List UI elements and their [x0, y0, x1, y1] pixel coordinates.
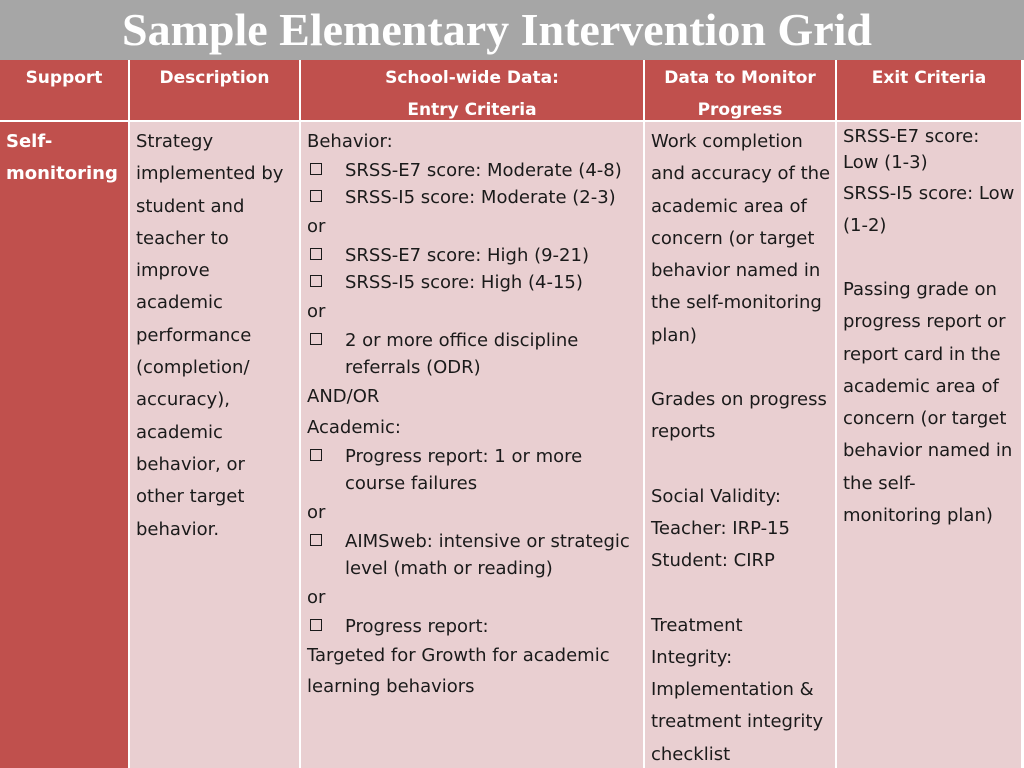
text-line: Strategy	[136, 131, 214, 152]
checkbox-label: AIMSweb: intensive or strategic	[345, 531, 630, 552]
description-cell	[130, 122, 299, 768]
column-support	[0, 60, 128, 768]
header-monitor-line1: Data to Monitor	[664, 68, 816, 88]
text-line: (completion/	[136, 357, 250, 379]
text-line: Implementation &	[651, 679, 814, 701]
checkbox-icon[interactable]	[310, 449, 322, 461]
text-line: Grades on progress	[651, 389, 827, 411]
support-label-line1: Self-	[6, 131, 53, 152]
text-line: treatment integrity	[651, 711, 824, 733]
text-line: behavior.	[136, 518, 220, 540]
checkbox-item	[307, 613, 643, 640]
column-divider	[835, 60, 837, 768]
academic-label: Academic:	[307, 417, 401, 438]
targeted-line1: Targeted for Growth for academic	[307, 645, 610, 666]
exit-line: SRSS-I5 score: Low	[843, 183, 1015, 204]
support-label-line2: monitoring	[6, 163, 118, 184]
monitor-lines	[651, 126, 835, 768]
text-line: checklist	[651, 743, 731, 765]
or-label: or	[307, 587, 326, 608]
text-line: Work completion	[651, 131, 803, 152]
exit-line: (1-2)	[843, 215, 887, 236]
text-line: behavior named in	[651, 260, 821, 282]
checkbox-icon[interactable]	[310, 534, 322, 546]
text-line: implemented by	[136, 163, 284, 185]
checkbox-icon[interactable]	[310, 333, 322, 345]
checkbox-label: SRSS-I5 score: Moderate (2-3)	[345, 187, 616, 208]
checkbox-label: SRSS-E7 score: High (9-21)	[345, 245, 589, 266]
checkbox-label: SRSS-I5 score: High (4-15)	[345, 272, 583, 293]
header-entry-line1: School-wide Data:	[385, 68, 559, 88]
text-line: behavior named in	[843, 440, 1013, 462]
checkbox-label: Progress report:	[345, 616, 489, 637]
checkbox-item	[307, 242, 643, 269]
text-line: concern (or target	[651, 227, 815, 249]
checkbox-item	[307, 443, 643, 497]
text-line: Teacher: IRP-15	[651, 517, 790, 539]
text-line: accuracy),	[136, 389, 230, 411]
text-line: academic	[136, 292, 223, 314]
title-bar	[0, 0, 1024, 60]
text-line: reports	[651, 421, 716, 443]
checkbox-label: Progress report: 1 or more	[345, 446, 583, 467]
text-line: Integrity:	[651, 646, 733, 668]
intervention-grid	[0, 60, 1024, 768]
header-divider	[0, 120, 1024, 122]
text-line: academic area of	[651, 195, 807, 217]
header-entry-line2: Entry Criteria	[407, 100, 537, 120]
checkbox-label-cont: referrals (ODR)	[345, 357, 481, 378]
text-line: report card in the	[843, 343, 1001, 365]
text-line: Treatment	[651, 614, 743, 636]
monitor-progress-cell	[645, 122, 835, 768]
text-line: plan)	[651, 324, 697, 346]
checkbox-icon[interactable]	[310, 163, 322, 175]
text-line: and accuracy of the	[651, 163, 831, 185]
or-label: or	[307, 301, 326, 322]
text-line: academic	[136, 421, 223, 443]
checkbox-item	[307, 269, 643, 296]
and-or-label: AND/OR	[307, 386, 380, 407]
checkbox-icon[interactable]	[310, 190, 322, 202]
spacer	[651, 449, 835, 481]
checkbox-item	[307, 157, 643, 184]
column-divider	[643, 60, 645, 768]
behavior-label: Behavior:	[307, 131, 393, 152]
text-line: concern (or target	[843, 408, 1007, 430]
text-line: the self-	[843, 472, 916, 494]
exit-criteria-cell	[837, 122, 1021, 768]
column-monitor-progress	[645, 60, 835, 768]
column-divider	[299, 60, 301, 768]
text-line: academic area of	[843, 375, 999, 397]
column-divider	[128, 60, 130, 768]
text-line: Student: CIRP	[651, 550, 775, 572]
text-line: performance	[136, 324, 252, 346]
header-entry-criteria	[301, 60, 643, 120]
entry-criteria-cell	[301, 122, 643, 768]
header-monitor-progress	[645, 60, 835, 120]
header-description: Description	[130, 60, 299, 120]
exit-line: Low (1-3)	[843, 152, 928, 173]
spacer	[843, 242, 1021, 274]
checkbox-icon[interactable]	[310, 619, 322, 631]
checkbox-item	[307, 327, 643, 381]
header-exit-criteria: Exit Criteria	[837, 60, 1021, 120]
checkbox-icon[interactable]	[310, 275, 322, 287]
spacer	[651, 578, 835, 610]
exit-line: SRSS-E7 score:	[843, 126, 980, 147]
checkbox-icon[interactable]	[310, 248, 322, 260]
checkbox-label: 2 or more office discipline	[345, 330, 579, 351]
page-title: Sample Elementary Intervention Grid	[122, 4, 872, 55]
or-label: or	[307, 502, 326, 523]
text-line: monitoring plan)	[843, 505, 993, 527]
checkbox-item	[307, 184, 643, 211]
text-line: Passing grade on	[843, 279, 997, 300]
targeted-line2: learning behaviors	[307, 676, 475, 697]
or-label: or	[307, 216, 326, 237]
column-entry-criteria	[301, 60, 643, 768]
text-line: teacher to	[136, 227, 229, 249]
description-lines	[136, 126, 299, 546]
checkbox-label-cont: course failures	[345, 473, 478, 494]
column-exit-criteria	[837, 60, 1021, 768]
header-support: Support	[0, 60, 128, 120]
column-description	[130, 60, 299, 768]
spacer	[651, 352, 835, 384]
text-line: the self-monitoring	[651, 292, 822, 314]
text-line: improve	[136, 260, 210, 282]
checkbox-label: SRSS-E7 score: Moderate (4-8)	[345, 160, 622, 181]
exit-lines	[843, 274, 1021, 532]
text-line: progress report or	[843, 311, 1006, 333]
checkbox-label-cont: level (math or reading)	[345, 558, 553, 579]
text-line: Social Validity:	[651, 485, 781, 507]
text-line: student and	[136, 195, 245, 217]
text-line: behavior, or	[136, 453, 245, 475]
support-cell	[0, 122, 128, 768]
text-line: other target	[136, 486, 245, 508]
header-monitor-line2: Progress	[697, 100, 783, 120]
checkbox-item	[307, 528, 643, 582]
